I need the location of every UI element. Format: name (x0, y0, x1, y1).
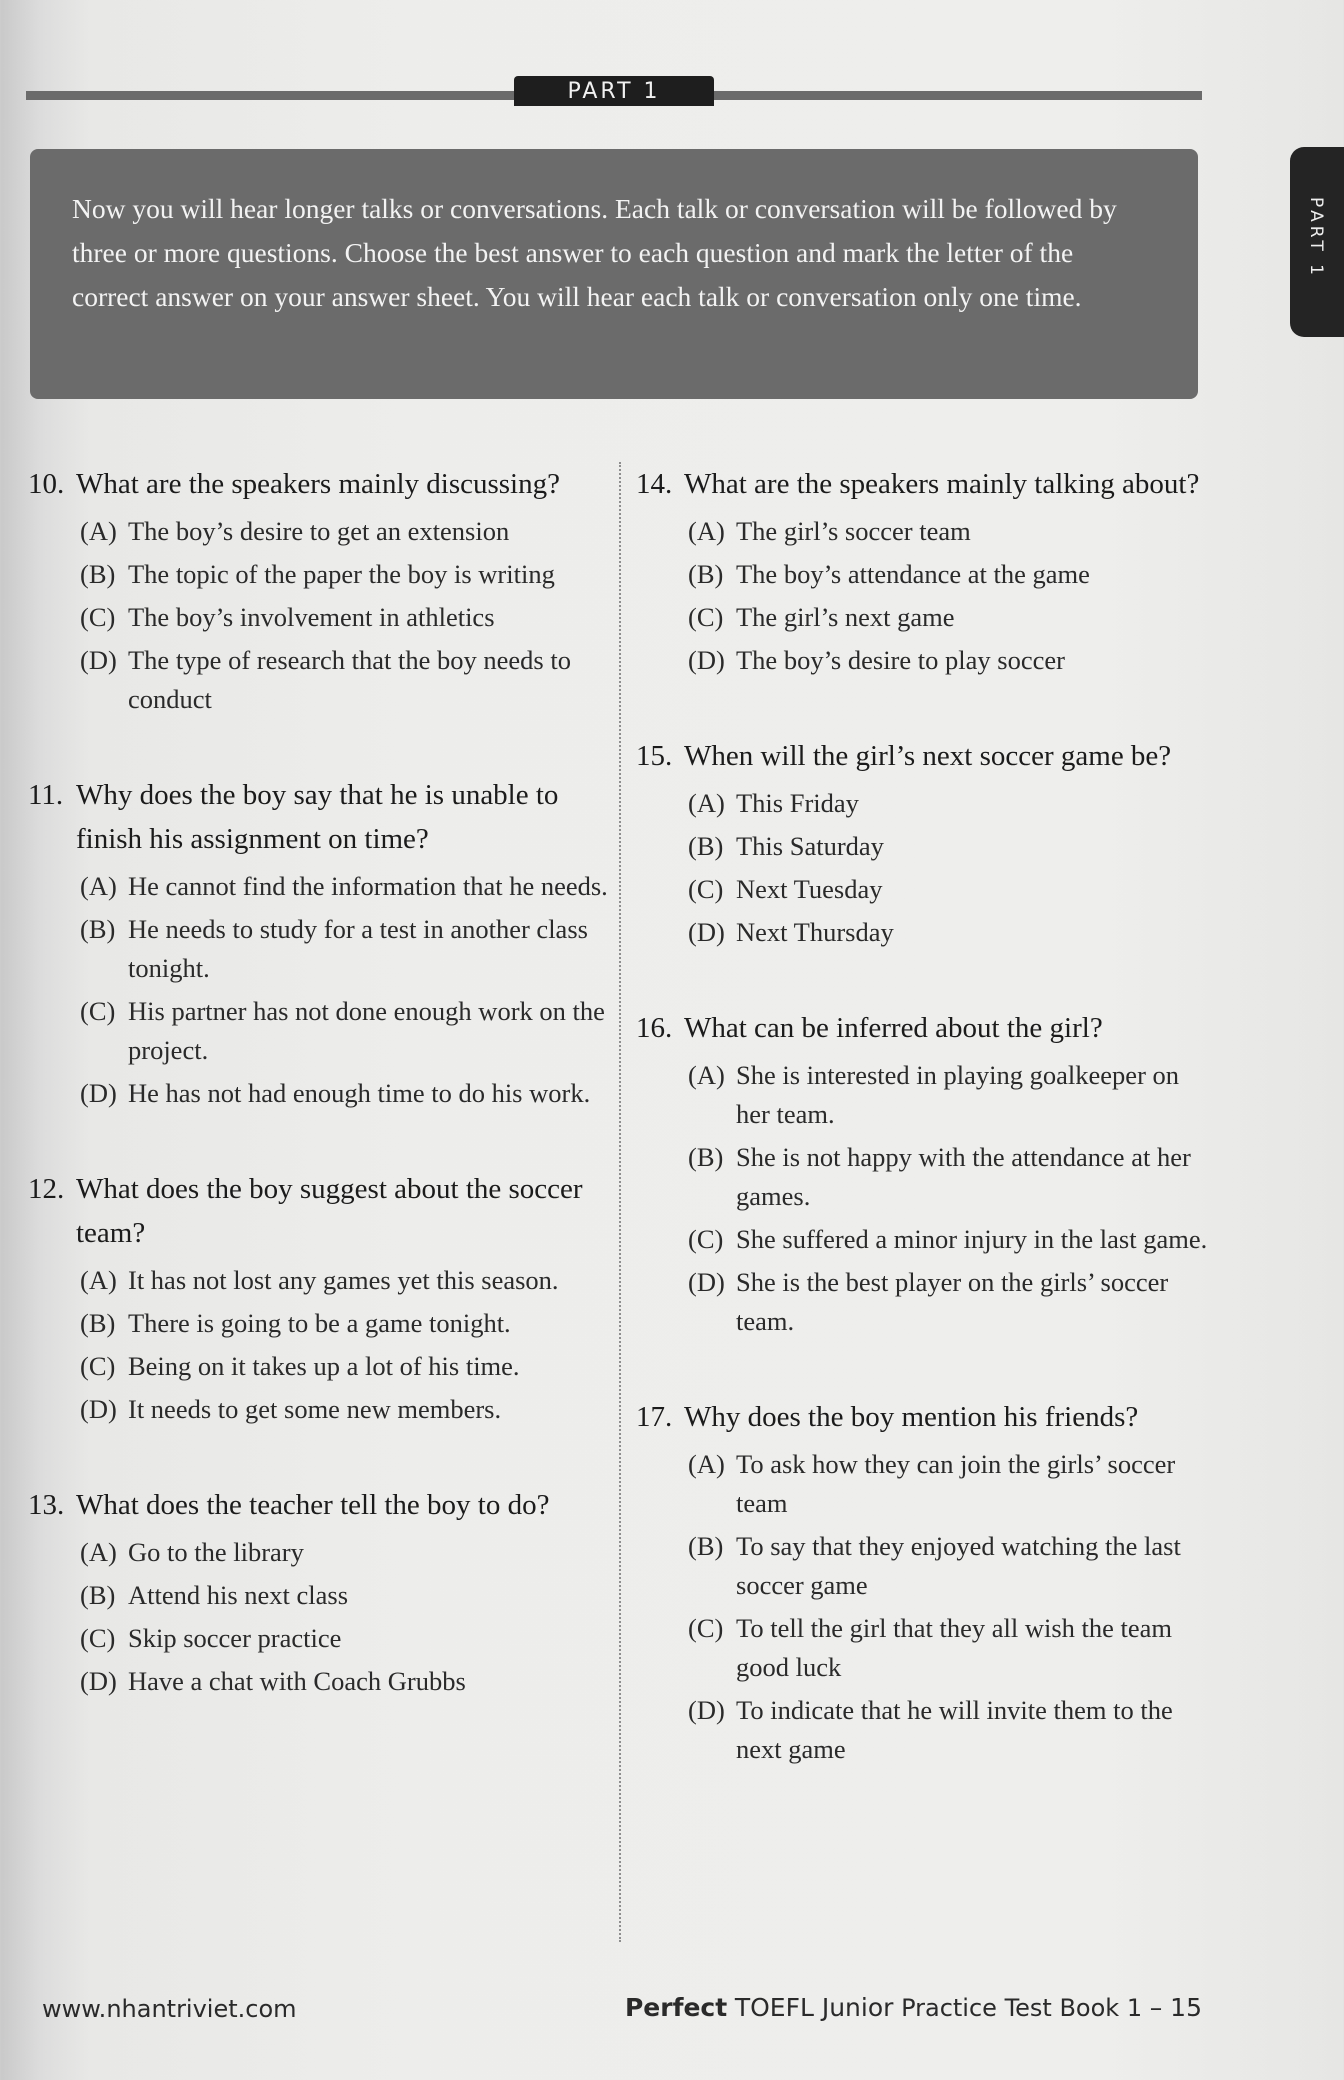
answer-option (80, 1347, 608, 1386)
option-letter: (A) (80, 516, 117, 546)
question-11 (28, 773, 608, 1113)
answer-option (688, 1220, 1216, 1259)
answer-option (80, 1533, 608, 1572)
question-number: 11. (28, 779, 64, 811)
question-number: 13. (28, 1489, 65, 1521)
option-text: Have a chat with Coach Grubbs (128, 1666, 466, 1696)
answer-option (688, 870, 1216, 909)
option-text: The boy’s desire to play soccer (736, 645, 1065, 675)
option-letter: (A) (688, 1060, 725, 1090)
option-text: The girl’s next game (736, 602, 955, 632)
answer-option (688, 1263, 1216, 1341)
side-part-tab-label: PART 1 (1306, 197, 1326, 279)
answer-option (688, 1527, 1216, 1605)
answer-option (80, 867, 608, 906)
option-letter: (B) (688, 1531, 724, 1561)
question-text: What does the teacher tell the boy to do? (76, 1489, 550, 1521)
option-letter: (C) (688, 602, 724, 632)
option-text: It needs to get some new members. (128, 1394, 502, 1424)
option-text: To indicate that he will invite them to the next game (736, 1695, 1173, 1764)
page-number: – 15 (1149, 1993, 1202, 2022)
question-14 (636, 462, 1216, 680)
footer-brand: Perfect (624, 1993, 728, 2022)
option-text: She is interested in playing goalkeeper on her team. (736, 1060, 1180, 1129)
question-17 (636, 1395, 1216, 1769)
part-label: PART 1 (514, 76, 714, 106)
answer-option (80, 555, 608, 594)
option-text: To ask how they can join the girls’ soccer team (736, 1449, 1176, 1518)
option-text: This Friday (736, 788, 859, 818)
question-text: Why does the boy mention his friends? (684, 1401, 1139, 1433)
answer-option (80, 1261, 608, 1300)
option-text: Attend his next class (128, 1580, 349, 1610)
answer-option (80, 1662, 608, 1701)
option-letter: (C) (80, 1623, 116, 1653)
instructions-box (30, 149, 1198, 399)
answer-option (688, 913, 1216, 952)
column-divider (619, 462, 621, 1942)
answer-option (80, 1576, 608, 1615)
option-letter: (A) (80, 1265, 117, 1295)
option-letter: (A) (80, 1537, 117, 1567)
option-letter: (C) (80, 996, 116, 1026)
option-letter: (D) (80, 1078, 117, 1108)
option-letter: (C) (80, 1351, 116, 1381)
option-letter: (D) (688, 1695, 725, 1725)
answer-option (688, 1691, 1216, 1769)
answer-option (688, 555, 1216, 594)
option-text: She is the best player on the girls’ soccer team. (736, 1267, 1169, 1336)
option-letter: (D) (688, 917, 725, 947)
option-text: Go to the library (128, 1537, 304, 1567)
option-letter: (B) (688, 831, 724, 861)
answer-option (688, 827, 1216, 866)
answer-option (80, 1304, 608, 1343)
footer-brand-subtitle: TOEFL Junior (734, 1993, 894, 2022)
question-13 (28, 1483, 608, 1701)
answer-option (688, 1138, 1216, 1216)
option-text: There is going to be a game tonight. (128, 1308, 511, 1338)
answer-option (80, 992, 608, 1070)
option-letter: (A) (688, 516, 725, 546)
option-letter: (D) (80, 645, 117, 675)
option-letter: (D) (80, 1394, 117, 1424)
option-letter: (A) (688, 1449, 725, 1479)
option-text: He has not had enough time to do his work. (128, 1078, 591, 1108)
question-text: What can be inferred about the girl? (684, 1012, 1103, 1044)
footer-book-info (625, 1993, 1202, 2022)
option-text: Being on it takes up a lot of his time. (128, 1351, 520, 1381)
option-letter: (B) (80, 1308, 116, 1338)
option-text: The boy’s desire to get an extension (128, 516, 510, 546)
option-text: Next Tuesday (736, 874, 883, 904)
question-number: 10. (28, 468, 65, 500)
option-letter: (B) (688, 1142, 724, 1172)
question-text: What are the speakers mainly discussing? (76, 468, 560, 500)
option-letter: (C) (688, 874, 724, 904)
option-letter: (C) (80, 602, 116, 632)
side-part-tab (1290, 147, 1344, 337)
question-number: 15. (636, 740, 673, 772)
left-column (28, 462, 608, 1755)
option-text: He needs to study for a test in another class tonight. (128, 914, 588, 983)
answer-option (688, 512, 1216, 551)
answer-option (688, 641, 1216, 680)
right-column (636, 462, 1216, 1823)
option-letter: (A) (80, 871, 117, 901)
answer-option (688, 1445, 1216, 1523)
answer-option (80, 1390, 608, 1429)
answer-option (80, 1619, 608, 1658)
option-text: This Saturday (736, 831, 884, 861)
question-number: 14. (636, 468, 673, 500)
option-text: She suffered a minor injury in the last game. (736, 1224, 1208, 1254)
question-text: Why does the boy say that he is unable to finish his assignment on time? (76, 779, 559, 855)
question-16 (636, 1006, 1216, 1341)
option-text: He cannot find the information that he needs. (128, 871, 608, 901)
question-10 (28, 462, 608, 719)
question-number: 17. (636, 1401, 673, 1433)
option-text: Next Thursday (736, 917, 894, 947)
answer-option (688, 598, 1216, 637)
option-letter: (D) (688, 645, 725, 675)
answer-option (80, 512, 608, 551)
option-letter: (D) (688, 1267, 725, 1297)
question-number: 16. (636, 1012, 673, 1044)
option-letter: (D) (80, 1666, 117, 1696)
option-text: It has not lost any games yet this season. (128, 1265, 559, 1295)
option-text: To say that they enjoyed watching the last soccer game (736, 1531, 1181, 1600)
option-letter: (B) (80, 559, 116, 589)
option-letter: (B) (688, 559, 724, 589)
option-letter: (A) (688, 788, 725, 818)
question-text: What are the speakers mainly talking about? (684, 468, 1200, 500)
answer-option (80, 910, 608, 988)
question-12 (28, 1167, 608, 1429)
answer-option (80, 641, 608, 719)
option-letter: (B) (80, 914, 116, 944)
option-letter: (C) (688, 1224, 724, 1254)
option-text: To tell the girl that they all wish the team good luck (736, 1613, 1173, 1682)
footer-book-title: Practice Test Book 1 (901, 1994, 1143, 2022)
question-text: When will the girl’s next soccer game be? (684, 740, 1172, 772)
option-text: The girl’s soccer team (736, 516, 971, 546)
option-text: The type of research that the boy needs to conduct (128, 645, 571, 714)
question-number: 12. (28, 1173, 65, 1205)
answer-option (80, 598, 608, 637)
question-15 (636, 734, 1216, 952)
answer-option (688, 1056, 1216, 1134)
option-letter: (C) (688, 1613, 724, 1643)
option-text: The topic of the paper the boy is writing (128, 559, 555, 589)
option-text: His partner has not done enough work on the project. (128, 996, 605, 1065)
answer-option (688, 1609, 1216, 1687)
answer-option (80, 1074, 608, 1113)
footer-website: www.nhantriviet.com (42, 1995, 297, 2023)
option-text: The boy’s involvement in athletics (128, 602, 495, 632)
answer-option (688, 784, 1216, 823)
question-text: What does the boy suggest about the soccer team? (76, 1173, 583, 1249)
option-text: Skip soccer practice (128, 1623, 342, 1653)
instructions-text: Now you will hear longer talks or conversations. Each talk or conversation will be followed by three or more questions. Choose the best answer to each question and mark the letter of the correct answer on your answer sheet. You will hear each talk or conversation only one time. (72, 193, 1117, 312)
option-letter: (B) (80, 1580, 116, 1610)
option-text: The boy’s attendance at the game (736, 559, 1090, 589)
option-text: She is not happy with the attendance at her games. (736, 1142, 1191, 1211)
